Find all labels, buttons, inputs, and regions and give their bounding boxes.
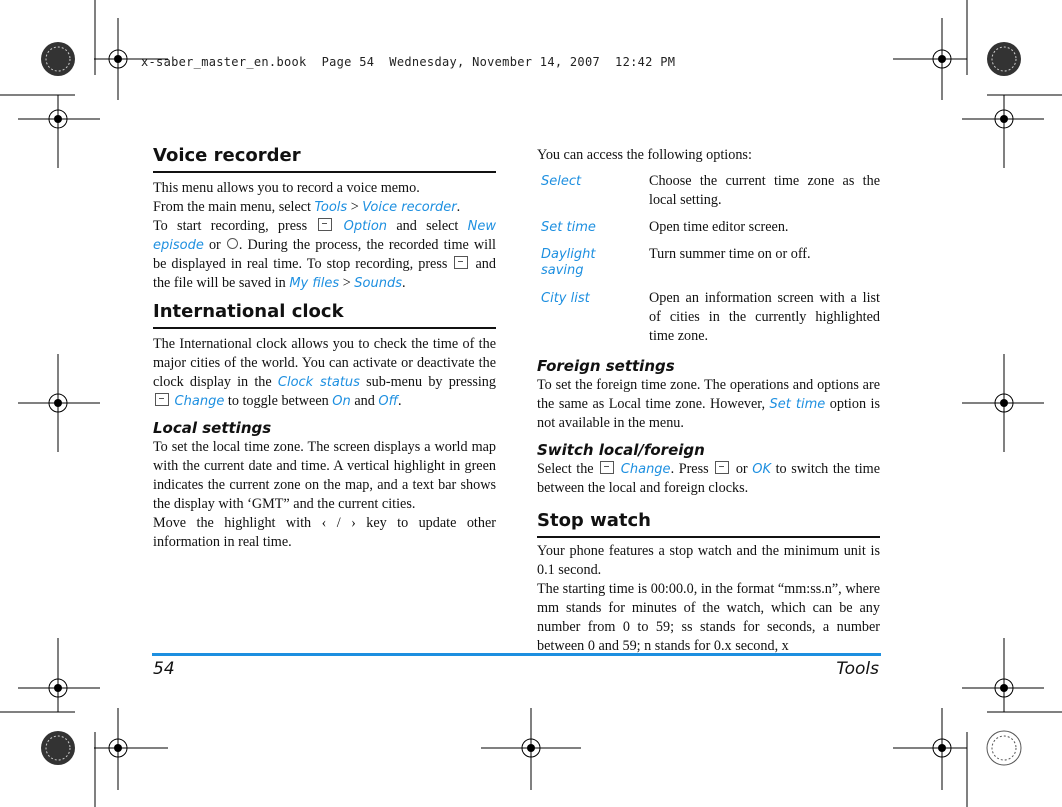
target-bl: [94, 708, 168, 790]
target-br: [893, 708, 967, 790]
starburst-tr: [987, 42, 1021, 76]
ui-tools: Tools: [314, 200, 348, 215]
ui-change: Change: [174, 394, 225, 409]
option-desc: Choose the current time zone as the local setting.: [649, 173, 880, 208]
ok-key-icon: [227, 238, 238, 249]
softkey-icon: [318, 218, 332, 231]
target-tl: [94, 18, 168, 100]
ui-new-episode: New episode: [153, 219, 497, 253]
softkey-icon: [600, 461, 614, 474]
ui-set-time: Set time: [769, 397, 826, 412]
option-desc: Turn summer time on or off.: [649, 246, 811, 262]
heading-stop-watch: Stop watch: [537, 510, 880, 538]
heading-local-settings: Local settings: [153, 419, 272, 437]
stop-body-1: Your phone features a stop watch and the minimum unit is 0.1 second.: [537, 543, 880, 578]
left-column: [153, 145, 496, 552]
target-tr: [893, 18, 967, 100]
print-header: x-saber_master_en.book Page 54 Wednesday, November 14, 2007 12:42 PM: [141, 55, 676, 69]
ui-sounds: Sounds: [354, 276, 402, 291]
page-number: 54: [153, 659, 175, 679]
right-arrow-icon: ›: [351, 515, 356, 531]
section-name: Tools: [836, 659, 879, 679]
target-l1: [18, 95, 100, 168]
option-name: City list: [541, 291, 590, 306]
ui-voice-recorder: Voice recorder: [362, 200, 457, 215]
softkey-icon: [715, 461, 729, 474]
ui-off: Off: [378, 394, 398, 409]
ui-clock-status: Clock status: [277, 375, 360, 390]
ui-ok: OK: [752, 462, 772, 477]
ui-change: Change: [620, 462, 671, 477]
ui-on: On: [332, 394, 351, 409]
starburst-br: [987, 731, 1021, 765]
right-column: [537, 357, 880, 656]
target-l3: [18, 638, 100, 712]
starburst-tl: [41, 42, 75, 76]
option-desc: Open time editor screen.: [649, 219, 789, 235]
target-r3: [962, 638, 1044, 712]
voice-intro: This menu allows you to record a voice memo.: [153, 180, 420, 196]
target-r1: [962, 95, 1044, 168]
right-intro: You can access the following options:: [537, 147, 752, 163]
local-move: Move the highlight with ‹ / › key to update other information in real time.: [153, 515, 496, 550]
option-name: Daylight saving: [541, 247, 596, 278]
switch-body: Select the Change. Press or OK to switch the time between the local and foreign clocks.: [537, 461, 880, 496]
softkey-icon: [155, 393, 169, 406]
intl-body: The International clock allows you to check the time of the major cities of the world. You can activate or deactivate the clock display in the Clock status sub-menu by pressing Change to toggle between On and Off.: [153, 336, 496, 409]
heading-voice-recorder: Voice recorder: [153, 145, 496, 173]
ui-my-files: My files: [289, 276, 340, 291]
heading-foreign-settings: Foreign settings: [537, 357, 675, 375]
ui-option: Option: [343, 219, 388, 234]
voice-path: From the main menu, select Tools > Voice recorder.: [153, 199, 461, 215]
starburst-bl: [41, 731, 75, 765]
stop-body-2: The starting time is 00:00.0, in the format “mm:ss.n”, where mm stands for minutes of the watch, which can be any number from 0 to 59; ss stands for seconds, a number between 0 and 59; n stands for 0.x second, x: [537, 581, 880, 654]
option-name: Select: [541, 174, 582, 189]
softkey-icon: [454, 256, 468, 269]
heading-international-clock: International clock: [153, 301, 496, 329]
option-name: Set time: [541, 220, 596, 235]
footer-rule: [152, 653, 881, 656]
local-body: To set the local time zone. The screen displays a world map with the current date and time. A vertical highlight in green indicates the current zone on the map, and a text bar shows the display with ‘GMT” and the current cities.: [153, 439, 496, 512]
left-arrow-icon: ‹: [321, 515, 327, 531]
option-desc: Open an information screen with a list of cities in the currently highlighted time zone.: [649, 290, 880, 344]
voice-instructions: To start recording, press Option and select New episode or . During the process, the recorded time will be displayed in real time. To stop recording, press and the file will be saved in My files > Sounds.: [153, 218, 497, 291]
heading-switch-local-foreign: Switch local/foreign: [537, 441, 705, 459]
foreign-body: To set the foreign time zone. The operations and options are the same as Local time zone. However, Set time option is not available in the menu.: [537, 377, 880, 431]
